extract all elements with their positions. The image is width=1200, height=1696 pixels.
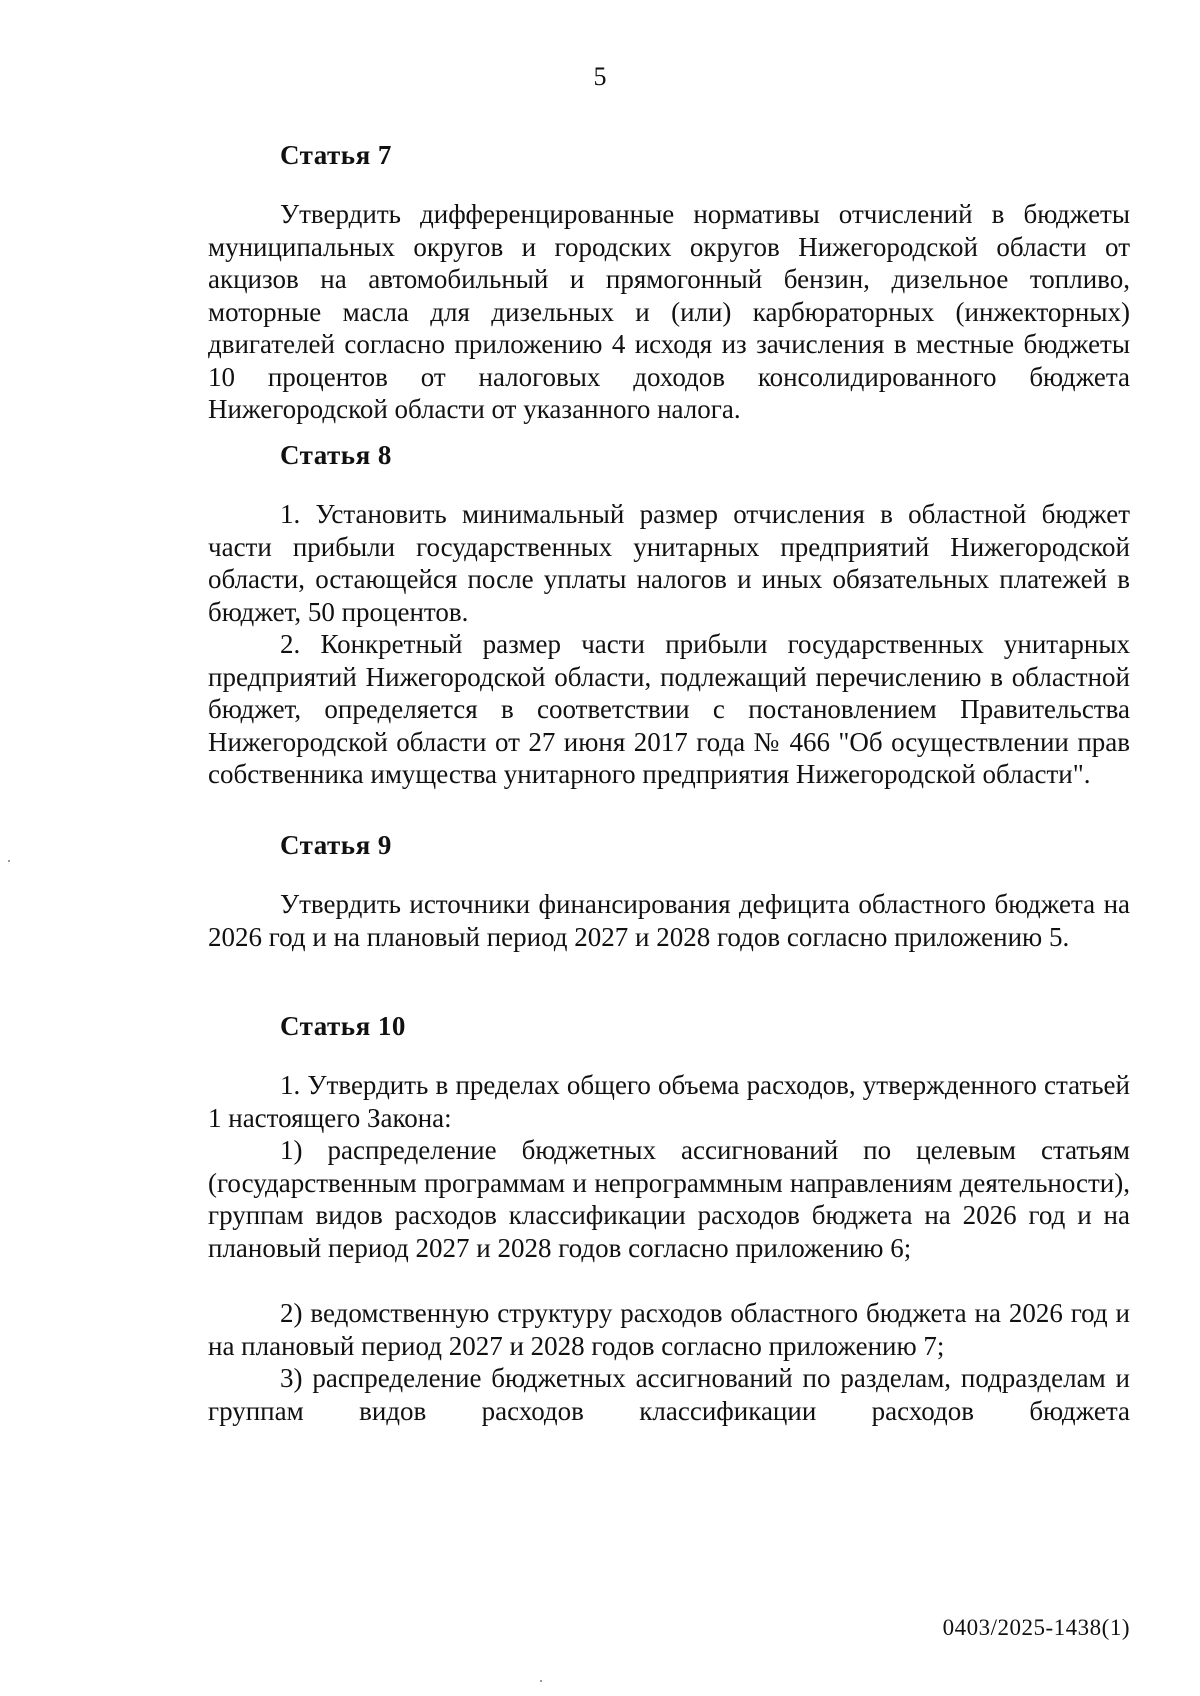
article-8-heading: Статья 8 — [280, 440, 392, 470]
article-10-paragraph-1: 1. Утвердить в пределах общего объема расходов, утвержденного статьей 1 настоящего Закона: — [208, 1070, 1130, 1133]
article-9-paragraph-1: Утвердить источники финансирования дефицита областного бюджета на 2026 год и на плановый период 2027 и 2028 годов согласно приложению 5. — [208, 889, 1130, 952]
article-7-heading: Статья 7 — [280, 140, 392, 170]
page-number: 5 — [593, 62, 607, 91]
article-7-paragraph-1: Утвердить дифференцированные нормативы отчислений в бюджеты муниципальных округов и городских округов Нижегородской области от акцизов на автомобильный и прямогонный бензин, дизельное топливо, моторные масла для дизельных и (или) карбюраторных (инжекторных) двигателей согласно приложению 4 исходя из зачисления в местные бюджеты 10 процентов от налоговых доходов консолидированного бюджета Нижегородской области от указанного налога. — [208, 199, 1130, 424]
article-9-heading: Статья 9 — [280, 830, 392, 860]
article-10-item-3: 3) распределение бюджетных ассигнований по разделам, подразделам и группам видов расходов классификации расходов бюджета — [208, 1363, 1130, 1426]
article-8-paragraph-2: 2. Конкретный размер части прибыли государственных унитарных предприятий Нижегородской области, подлежащий перечислению в областной бюджет, определяется в соответствии с постановлением Правительства Нижегородской области от 27 июня 2017 года № 466 "Об осуществлении прав собственника имущества унитарного предприятия Нижегородской области". — [208, 629, 1130, 789]
scan-artifact — [540, 1680, 542, 1682]
article-10-heading: Статья 10 — [280, 1011, 406, 1041]
scan-artifact — [8, 860, 10, 862]
article-10-item-1: 1) распределение бюджетных ассигнований по целевым статьям (государственным программам и непрограммным направлениям деятельности), группам видов расходов классификации расходов бюджета на 2026 год и на плановый период 2027 и 2028 годов согласно приложению 6; — [208, 1135, 1130, 1263]
article-8-paragraph-1: 1. Установить минимальный размер отчисления в областной бюджет части прибыли государственных унитарных предприятий Нижегородской области, остающейся после уплаты налогов и иных обязательных платежей в бюджет, 50 процентов. — [208, 499, 1130, 627]
document-code: 0403/2025-1438(1) — [942, 1615, 1130, 1640]
article-10-item-2: 2) ведомственную структуру расходов областного бюджета на 2026 год и на плановый период 2027 и 2028 годов согласно приложению 7; — [208, 1298, 1130, 1361]
